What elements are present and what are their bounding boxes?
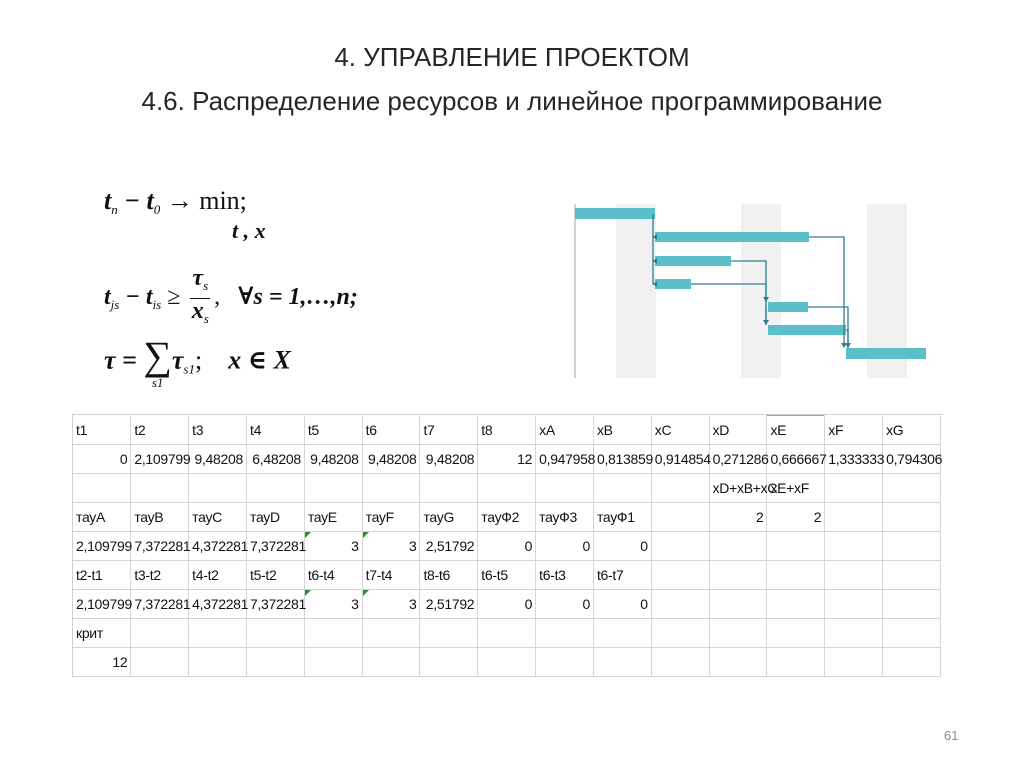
sheet-cell[interactable]: t5 [304,416,362,445]
sheet-cell[interactable]: 12 [73,648,131,677]
sheet-cell[interactable] [536,619,594,648]
sheet-cell[interactable]: xA [536,416,594,445]
sheet-cell[interactable]: 0,947958 [536,445,594,474]
sheet-cell[interactable] [189,648,247,677]
gantt-chart [571,204,953,378]
sheet-cell[interactable]: t6-t4 [304,561,362,590]
sheet-cell[interactable]: t6 [362,416,420,445]
sheet-cell[interactable] [709,561,767,590]
sheet-cell[interactable]: 12 [478,445,536,474]
sheet-cell[interactable] [420,648,478,677]
sheet-cell[interactable]: 7,372281 [131,532,189,561]
sheet-cell[interactable]: тауE [304,503,362,532]
slide-subtitle: 4.6. Распределение ресурсов и линейное программирование [141,86,883,116]
sheet-cell[interactable]: 9,48208 [420,445,478,474]
spreadsheet [72,414,943,677]
sheet-cell[interactable] [478,619,536,648]
sheet-row [73,474,941,503]
sheet-cell[interactable] [767,561,825,590]
gantt-bar-d [655,279,691,289]
page-number: 61 [944,728,959,743]
sheet-cell[interactable]: xE [767,416,825,445]
sheet-cell[interactable]: 7,372281 [246,590,304,619]
sheet-cell[interactable]: t7-t4 [362,561,420,590]
sheet-cell[interactable]: 9,48208 [304,445,362,474]
sheet-cell[interactable] [651,590,709,619]
sheet-cell[interactable]: t1 [73,416,131,445]
sheet-cell[interactable]: 3 [304,532,362,561]
sheet-cell[interactable] [73,474,131,503]
sheet-cell[interactable]: t5-t2 [246,561,304,590]
sheet-row [73,561,941,590]
sheet-cell[interactable]: 1,333333 [825,445,883,474]
sheet-cell[interactable]: 7,372281 [131,590,189,619]
sheet-cell[interactable]: 2,51792 [420,532,478,561]
objective-formula: $t_n - t_0 \to \min$; [104,186,247,217]
sheet-cell[interactable]: 4,372281 [189,532,247,561]
sheet-cell[interactable] [478,648,536,677]
sheet-cell[interactable] [420,619,478,648]
sheet-cell[interactable]: 0 [73,445,131,474]
sheet-cell[interactable]: xD [709,416,767,445]
sheet-cell[interactable]: 0 [593,532,651,561]
sum-formula: τ = ∑ s1 $\tau_{s1}$; x ∈ X [104,333,291,390]
sheet-row [73,416,941,445]
sheet-cell[interactable] [593,648,651,677]
sheet-cell[interactable]: t2-t1 [73,561,131,590]
sheet-cell[interactable]: t3-t2 [131,561,189,590]
sheet-cell[interactable] [478,474,536,503]
sheet-cell[interactable] [709,590,767,619]
gantt-bar-g [846,348,926,359]
sheet-cell[interactable] [767,648,825,677]
sheet-cell[interactable] [420,474,478,503]
objective-variables: t , x [232,218,266,243]
sheet-cell[interactable] [189,474,247,503]
sheet-cell[interactable] [362,474,420,503]
sheet-cell[interactable] [767,590,825,619]
sheet-cell[interactable] [767,532,825,561]
sheet-cell[interactable] [709,648,767,677]
sheet-cell[interactable] [883,474,941,503]
sheet-cell[interactable] [362,619,420,648]
sheet-cell[interactable]: 3 [362,590,420,619]
sheet-cell[interactable]: тауD [246,503,304,532]
sheet-cell[interactable] [825,503,883,532]
sheet-cell[interactable]: 0,914854 [651,445,709,474]
sheet-cell[interactable] [246,648,304,677]
sheet-cell[interactable] [304,648,362,677]
sheet-cell[interactable]: крит [73,619,131,648]
sheet-cell[interactable]: t2 [131,416,189,445]
slide-title: 4. УПРАВЛЕНИЕ ПРОЕКТОМ [334,42,690,72]
sheet-cell[interactable]: xF [825,416,883,445]
sheet-cell[interactable]: 6,48208 [246,445,304,474]
sheet-cell[interactable] [131,474,189,503]
sheet-cell[interactable]: 2,109799 [73,590,131,619]
gantt-bar-c [655,256,731,266]
sheet-cell[interactable] [883,590,941,619]
sheet-cell[interactable]: 0 [478,590,536,619]
sheet-cell[interactable] [536,474,594,503]
sheet-cell[interactable]: xC [651,416,709,445]
sheet-cell[interactable]: xG [883,416,941,445]
sheet-cell[interactable] [883,532,941,561]
sheet-cell[interactable]: t6-t3 [536,561,594,590]
sheet-cell[interactable]: 2,51792 [420,590,478,619]
sheet-cell[interactable]: 0 [478,532,536,561]
sheet-cell[interactable] [593,619,651,648]
sheet-cell[interactable] [189,619,247,648]
sheet-row [73,445,941,474]
sheet-cell[interactable] [536,648,594,677]
sheet-cell[interactable] [883,619,941,648]
sheet-cell[interactable] [304,619,362,648]
gantt-bar-a [575,208,655,219]
sheet-cell[interactable]: тауФ1 [593,503,651,532]
sheet-cell[interactable]: тауF [362,503,420,532]
sheet-cell[interactable]: t4 [246,416,304,445]
sheet-cell[interactable]: 0 [593,590,651,619]
sheet-cell[interactable]: тауC [189,503,247,532]
sheet-cell[interactable] [825,532,883,561]
sheet-cell[interactable]: 3 [304,590,362,619]
sheet-cell[interactable]: тауФ2 [478,503,536,532]
constraint-formula: $t_{js} - t_{is}$ ≥ $\frac{\tau_s}{x_s}$ , ∀s = 1,…,n; [104,265,358,326]
sheet-cell[interactable]: тауG [420,503,478,532]
sheet-cell[interactable]: t4-t2 [189,561,247,590]
sheet-cell[interactable] [883,561,941,590]
sheet-cell[interactable]: 0 [536,590,594,619]
sheet-cell[interactable]: 7,372281 [246,532,304,561]
sheet-cell[interactable]: 0,271286 [709,445,767,474]
sheet-cell[interactable] [825,474,883,503]
sheet-cell[interactable]: 2,109799 [131,445,189,474]
sheet-cell[interactable]: t3 [189,416,247,445]
sheet-cell[interactable] [651,503,709,532]
sheet-cell[interactable]: 0,813859 [593,445,651,474]
sheet-cell[interactable]: 3 [362,532,420,561]
sheet-cell[interactable] [131,648,189,677]
sheet-row [73,503,941,532]
sheet-cell[interactable] [825,619,883,648]
sheet-cell[interactable]: xE+xF [767,474,825,503]
sheet-cell[interactable]: t7 [420,416,478,445]
sheet-cell[interactable]: 4,372281 [189,590,247,619]
sheet-cell[interactable]: 0,666667 [767,445,825,474]
sheet-cell[interactable] [131,619,189,648]
formula-block [96,176,476,396]
gantt-bar-e [768,302,808,312]
sheet-cell[interactable]: 2,109799 [73,532,131,561]
sheet-cell[interactable] [883,503,941,532]
sheet-cell[interactable]: t8-t6 [420,561,478,590]
sheet-cell[interactable] [825,561,883,590]
sheet-cell[interactable] [651,474,709,503]
gantt-bar-f [768,325,846,335]
sheet-cell[interactable]: 2 [767,503,825,532]
sheet-cell[interactable] [304,474,362,503]
sheet-cell[interactable] [883,648,941,677]
sheet-row [73,532,941,561]
sheet-cell[interactable]: тауФ3 [536,503,594,532]
sheet-row [73,590,941,619]
sheet-cell[interactable]: тауB [131,503,189,532]
sheet-cell[interactable]: 2 [709,503,767,532]
sheet-cell[interactable] [651,648,709,677]
sheet-cell[interactable] [651,619,709,648]
sheet-cell[interactable] [651,532,709,561]
sheet-cell[interactable] [593,474,651,503]
sheet-cell[interactable]: тауA [73,503,131,532]
gantt-bar-b [655,232,809,242]
sheet-cell[interactable]: 9,48208 [189,445,247,474]
sheet-cell[interactable]: t6-t5 [478,561,536,590]
sheet-cell[interactable]: 0 [536,532,594,561]
spreadsheet-table [73,415,941,677]
sheet-cell[interactable]: xB [593,416,651,445]
sheet-cell[interactable]: t6-t7 [593,561,651,590]
sheet-cell[interactable] [709,619,767,648]
sheet-cell[interactable] [246,474,304,503]
sheet-cell[interactable] [825,648,883,677]
sheet-cell[interactable] [362,648,420,677]
sheet-row [73,619,941,648]
sheet-cell[interactable] [709,532,767,561]
sheet-cell[interactable]: xD+xB+xC [709,474,767,503]
sheet-cell[interactable]: t8 [478,416,536,445]
sheet-cell[interactable] [246,619,304,648]
sheet-cell[interactable] [651,561,709,590]
sheet-cell[interactable]: 0,794306 [883,445,941,474]
sheet-cell[interactable]: 9,48208 [362,445,420,474]
sheet-cell[interactable] [767,619,825,648]
sheet-row [73,648,941,677]
sheet-cell[interactable] [825,590,883,619]
